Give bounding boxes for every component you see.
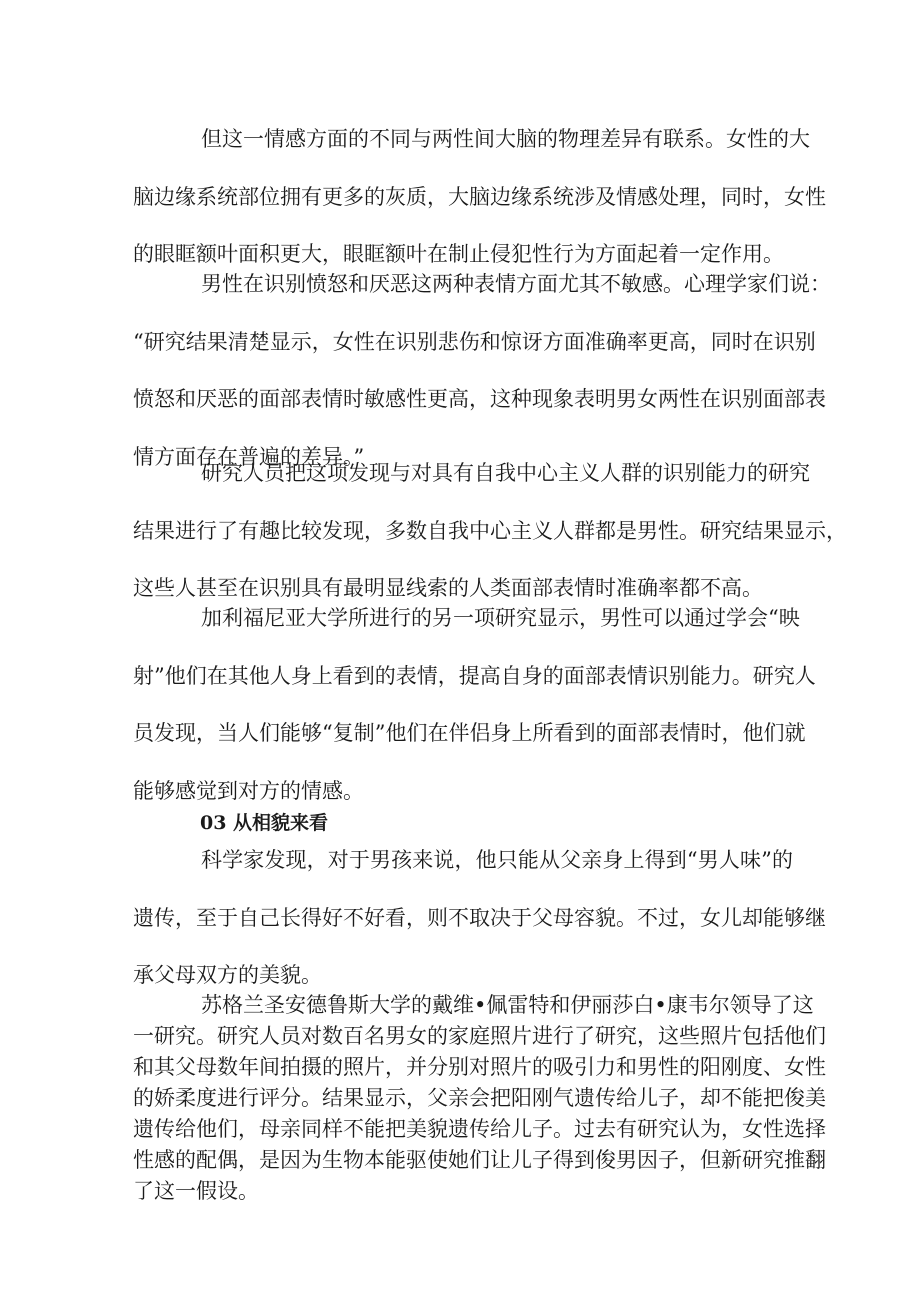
text-line: 这些人甚至在识别具有最明显线索的人类面部表情时准确率都不高。 <box>133 576 763 600</box>
text-line: 但这一情感方面的不同与两性间大脑的物理差异有联系。女性的大 <box>201 127 810 151</box>
paragraph-4 <box>133 590 816 820</box>
text-line: 的眼眶额叶面积更大，眼眶额叶在制止侵犯性行为方面起着一定作用。 <box>133 242 784 266</box>
text-line: 一研究。研究人员对数百名男女的家庭照片进行了研究，这些照片包括他们 <box>133 1024 826 1048</box>
text-line: 承父母双方的美貌。 <box>133 963 322 987</box>
section-heading: 03 从相貌来看 <box>200 812 329 834</box>
text-line: 男性在识别愤怒和厌恶这两种表情方面尤其不敏感。心理学家们说： <box>201 272 831 296</box>
text-line: 射”他们在其他人身上看到的表情，提高自身的面部表情识别能力。研究人 <box>133 663 816 688</box>
text-line: 情方面存在普遍的差异。” <box>133 444 365 469</box>
text-line: “研究结果清楚显示，女性在识别悲伤和惊讶方面准确率更高，同时在识别 <box>133 329 816 354</box>
text-line: 和其父母数年间拍摄的照片，并分别对照片的吸引力和男性的阳刚度、女性 <box>133 1055 826 1079</box>
text-line: 苏格兰圣安德鲁斯大学的戴维•佩雷特和伊丽莎白•康韦尔领导了这 <box>201 993 814 1017</box>
text-line: 结果进行了有趣比较发现，多数自我中心主义人群都是男性。研究结果显示， <box>133 518 847 543</box>
text-line: 员发现，当人们能够“复制”他们在伴侣身上所看到的面部表情时，他们就 <box>133 721 806 745</box>
text-line: 研究人员把这项发现与对具有自我中心主义人群的识别能力的研究 <box>201 461 810 485</box>
text-line: 科学家发现，对于男孩来说，他只能从父亲身上得到“男人味”的 <box>201 848 793 872</box>
text-line: 遗传给他们，母亲同样不能把美貌遗传给儿子。过去有研究认为，女性选择 <box>133 1117 826 1141</box>
text-line: 遗传，至于自己长得好不好看，则不取决于父母容貌。不过，女儿却能够继 <box>133 905 826 930</box>
text-line: 加利福尼亚大学所进行的另一项研究显示，男性可以通过学会“映 <box>201 606 800 630</box>
text-line: 的娇柔度进行评分。结果显示，父亲会把阳刚气遗传给儿子，却不能把俊美 <box>133 1086 826 1110</box>
text-line: 性感的配偶，是因为生物本能驱使她们让儿子得到俊男因子，但新研究推翻 <box>133 1148 826 1172</box>
text-line: 脑边缘系统部位拥有更多的灰质，大脑边缘系统涉及情感处理，同时，女性 <box>133 184 826 209</box>
text-line: 能够感觉到对方的情感。 <box>133 778 364 803</box>
text-line: 了这一假设。 <box>133 1179 259 1203</box>
text-line: 愤怒和厌恶的面部表情时敏感性更高，这种现象表明男女两性在识别面部表 <box>133 387 826 411</box>
paragraph-6 <box>133 990 826 1207</box>
